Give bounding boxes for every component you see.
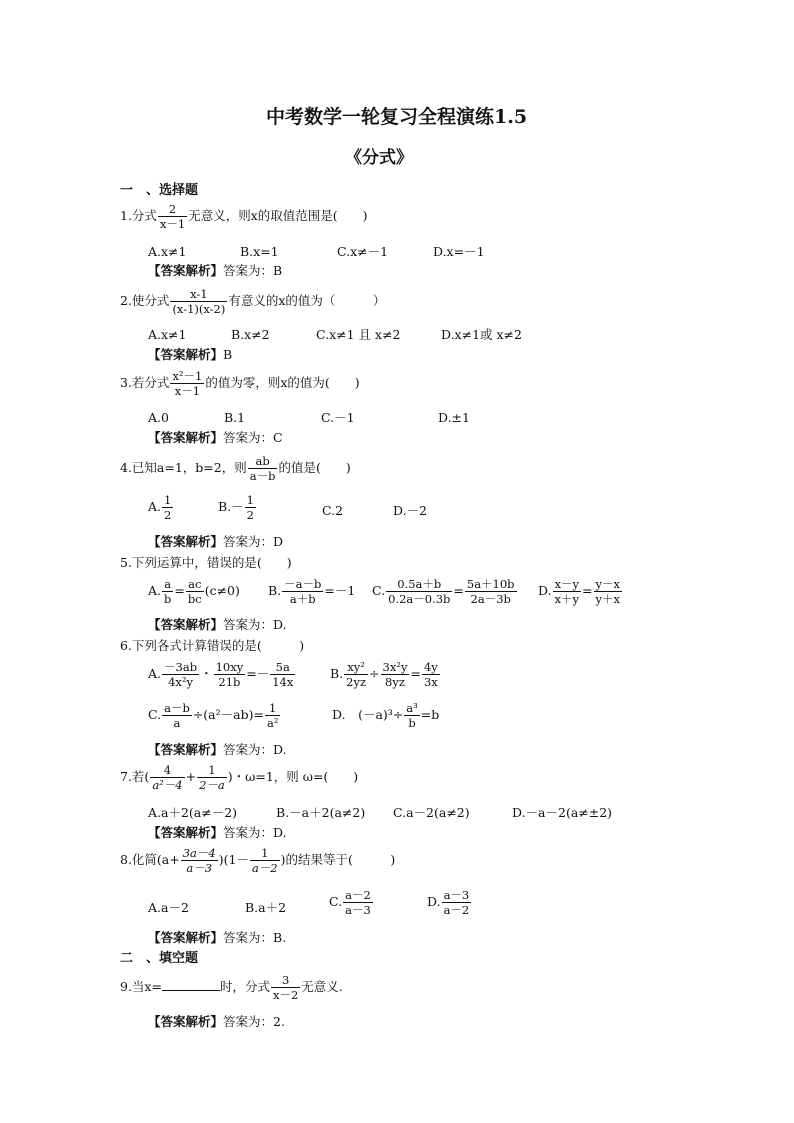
q6-option-a: A. $\frac{-3ab}{\text{4x²y}}$ ・ $\frac{10xy}{21b}$ =－ $\frac{5a}{14x}$	[148, 660, 294, 690]
fraction: $\frac{a-b}{a}$	[164, 701, 190, 731]
q1-option-d: D.x=－1	[433, 244, 485, 259]
q1-option-b: B.x=1	[240, 244, 279, 259]
q6-option-b: B. $\frac{\text{xy²}}{2yz}$ ÷ $\frac{\text{3x²y}}{8yz}$ = $\frac{4y}{3x}$	[330, 660, 438, 690]
q5-answer: 【答案解析】答案为：D.	[148, 617, 287, 632]
q4-option-a: A. $\frac{1}{2}$	[148, 493, 172, 523]
fraction: $\frac{3}{x-2}$	[272, 973, 299, 1003]
section-fill-heading: 二 、填空题	[120, 951, 199, 966]
fraction: $\frac{-3ab}{\text{4x²y}}$	[164, 660, 198, 690]
fraction: $\frac{1}{\text{a²}}$	[266, 701, 279, 731]
question-6: 6.下列各式计算错误的是( )	[120, 638, 305, 653]
fraction: $\frac{y-x}{y+x}$	[595, 577, 621, 607]
fraction: $\frac{10xy}{21b}$	[215, 660, 244, 690]
q5-option-b: B. $\frac{-a-b}{a+b}$ =－1	[268, 577, 356, 607]
q4-option-c: C.2	[322, 503, 344, 518]
question-9: 9.当x= 时，分式 $\frac{3}{x-2}$ 无意义.	[120, 973, 343, 1003]
q4-answer: 【答案解析】答案为：D	[148, 534, 284, 549]
q8-option-b: B.a＋2	[245, 900, 287, 915]
q2-option-d: D.x≠1或 x≠2	[441, 327, 522, 342]
fraction: $\frac{x-1}{(x-1)(x-2)}$	[172, 287, 226, 317]
answer-blank	[162, 980, 220, 991]
q5-option-c: C. $\frac{0.5a+b}{0.2a-0.3b}$ = $\frac{5a+10b}{2a-3b}$	[372, 577, 515, 607]
page-subtitle: 《分式》	[345, 148, 413, 168]
q1-option-a: A.x≠1	[148, 244, 187, 259]
q7-option-d: D.－a－2(a≠±2)	[512, 805, 613, 820]
fraction: $\frac{0.5a+b}{0.2a-0.3b}$	[388, 577, 451, 607]
question-3: 3.若分式 $\frac{\text{x²－1}}{x-1}$ 的值为零，则x的值为( )	[120, 369, 360, 399]
q6-option-c: C. $\frac{a-b}{a}$ ÷(a²－ab)= $\frac{1}{\text{a²}}$	[148, 701, 279, 731]
fraction: $\frac{ac}{bc}$	[187, 577, 202, 607]
q3-option-a: A.0	[148, 410, 169, 425]
q8-answer: 【答案解析】答案为：B.	[148, 930, 287, 945]
fraction: $\frac{5a}{14x}$	[272, 660, 294, 690]
page-title: 中考数学一轮复习全程演练1.5	[266, 106, 528, 128]
fraction: $\frac{1}{2-a}$	[199, 763, 225, 793]
q7-option-c: C.a－2(a≠2)	[393, 805, 470, 820]
q4-option-b: B.－ $\frac{1}{2}$	[218, 493, 254, 523]
q3-option-d: D.±1	[438, 410, 470, 425]
q1-answer: 【答案解析】答案为：B	[148, 263, 283, 278]
q6-answer: 【答案解析】答案为：D.	[148, 742, 287, 757]
fraction: $\frac{1}{2}$	[246, 493, 254, 523]
question-8: 8.化简(a+ $\frac{3a-4}{a-3}$ )(1－ $\frac{1}{a-2}$ )的结果等于( )	[120, 846, 396, 876]
q8-option-a: A.a－2	[148, 900, 189, 915]
q5-option-d: D. $\frac{x-y}{x+y}$ = $\frac{y-x}{y+x}$	[538, 577, 621, 607]
question-4: 4.已知a=1，b=2，则 $\frac{ab}{a-b}$ 的值是( )	[120, 454, 351, 484]
q6-option-d: D. (－a)³÷ $\frac{\text{a³}}{b}$ =b	[332, 701, 440, 731]
fraction: $\frac{2}{x-1}$	[159, 202, 186, 232]
fraction: $\frac{a-3}{a-2}$	[443, 888, 470, 918]
question-7: 7.若( $\frac{4}{\text{a²－4}}$ + $\frac{1}{2-a}$ )・ω=1，则 ω=( )	[120, 763, 359, 793]
q2-option-c: C.x≠1 且 x≠2	[316, 327, 401, 342]
q3-answer: 【答案解析】答案为：C	[148, 430, 283, 445]
fraction: $\frac{5a+10b}{2a-3b}$	[466, 577, 515, 607]
fraction: $\frac{\text{a³}}{b}$	[406, 701, 418, 731]
q3-option-c: C.－1	[321, 410, 355, 425]
q2-option-b: B.x≠2	[231, 327, 270, 342]
question-2: 2.使分式 $\frac{x-1}{(x-1)(x-2)}$ 有意义的x的值为（ ）	[120, 287, 386, 317]
q7-option-a: A.a＋2(a≠－2)	[148, 805, 238, 820]
fraction: $\frac{\text{xy²}}{2yz}$	[346, 660, 367, 690]
q3-option-b: B.1	[224, 410, 246, 425]
q4-option-d: D.－2	[393, 503, 428, 518]
q2-option-a: A.x≠1	[148, 327, 187, 342]
fraction: $\frac{4y}{3x}$	[423, 660, 438, 690]
q1-option-c: C.x≠－1	[337, 244, 389, 259]
q2-answer: 【答案解析】B	[148, 347, 233, 362]
q5-option-a: A. $\frac{a}{b}$ = $\frac{ac}{bc}$ (c≠0)	[148, 577, 240, 607]
q7-option-b: B.－a＋2(a≠2)	[276, 805, 366, 820]
q8-option-d: D. $\frac{a-3}{a-2}$	[427, 888, 470, 918]
fraction: $\frac{4}{\text{a²－4}}$	[152, 763, 183, 793]
q9-answer: 【答案解析】答案为：2.	[148, 1014, 285, 1029]
q8-option-c: C. $\frac{a-2}{a-3}$	[329, 888, 371, 918]
fraction: $\frac{x-y}{x+y}$	[554, 577, 580, 607]
fraction: $\frac{1}{2}$	[164, 493, 172, 523]
question-1: 1.分式 $\frac{2}{x-1}$ 无意义，则x的取值范围是( )	[120, 202, 368, 232]
question-5: 5.下列运算中，错误的是( )	[120, 555, 292, 570]
fraction: $\frac{-a-b}{a+b}$	[284, 577, 322, 607]
section-choice-heading: 一 、选择题	[120, 183, 199, 198]
fraction: $\frac{\text{3x²y}}{8yz}$	[382, 660, 408, 690]
fraction: $\frac{1}{a-2}$	[251, 846, 278, 876]
fraction: $\frac{\text{x²－1}}{x-1}$	[172, 369, 203, 399]
q7-answer: 【答案解析】答案为：D.	[148, 825, 287, 840]
fraction: $\frac{a}{b}$	[164, 577, 172, 607]
fraction: $\frac{ab}{a-b}$	[249, 454, 276, 484]
fraction: $\frac{3a-4}{a-3}$	[182, 846, 216, 876]
fraction: $\frac{a-2}{a-3}$	[345, 888, 371, 918]
